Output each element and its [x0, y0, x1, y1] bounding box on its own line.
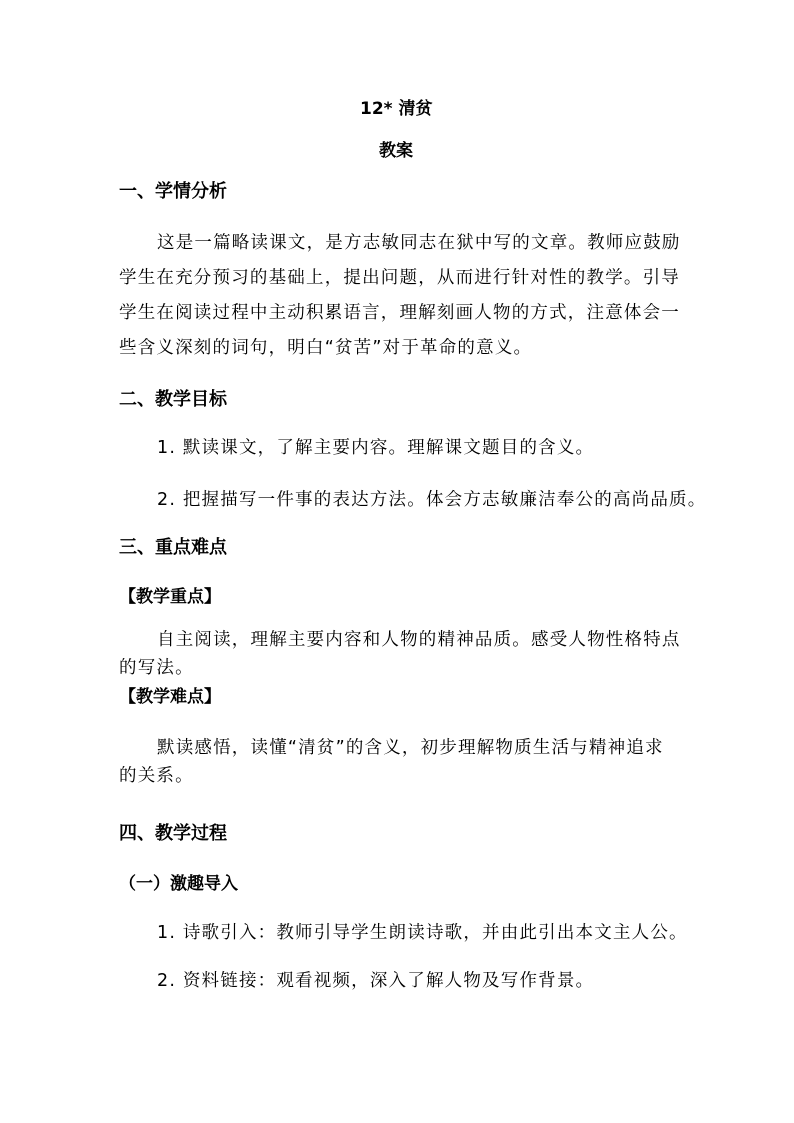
section-heading-analysis: 一、学情分析 [119, 181, 227, 202]
analysis-line-4: 些含义深刻的词句，明白“贫苦”对于革命的意义。 [119, 338, 533, 358]
section-heading-keypoints: 三、重点难点 [119, 537, 227, 558]
key-line-1: 自主阅读，理解主要内容和人物的精神品质。感受人物性格特点 [157, 630, 681, 650]
section-heading-goals: 二、教学目标 [119, 389, 227, 410]
key-label: 【教学重点】 [119, 587, 221, 607]
process-item-2: 2. 资料链接：观看视频，深入了解人物及写作背景。 [157, 971, 595, 991]
key-line-2: 的写法。 [119, 658, 194, 678]
process-item-1: 1. 诗歌引入：教师引导学生朗读诗歌，并由此引出本文主人公。 [157, 923, 688, 943]
goal-item-1: 1. 默读课文，了解主要内容。理解课文题目的含义。 [157, 438, 595, 458]
document-subtitle: 教案 [379, 141, 413, 161]
section-heading-process: 四、教学过程 [119, 823, 227, 844]
analysis-line-1: 这是一篇略读课文，是方志敏同志在狱中写的文章。教师应鼓励 [157, 233, 681, 253]
analysis-line-2: 学生在充分预习的基础上，提出问题，从而进行针对性的教学。引导 [119, 268, 680, 288]
difficulty-label: 【教学难点】 [119, 687, 221, 707]
process-subheading: （一）激趣导入 [119, 874, 238, 894]
goal-item-2: 2. 把握描写一件事的表达方法。体会方志敏廉洁奉公的高尚品质。 [157, 490, 707, 510]
analysis-line-3: 学生在阅读过程中主动积累语言，理解刻画人物的方式，注意体会一 [119, 303, 680, 323]
difficulty-line-2: 的关系。 [119, 766, 194, 786]
difficulty-line-1: 默读感悟，读懂“清贫”的含义，初步理解物质生活与精神追求 [157, 738, 664, 758]
document-title: 12* 清贫 [360, 99, 433, 119]
